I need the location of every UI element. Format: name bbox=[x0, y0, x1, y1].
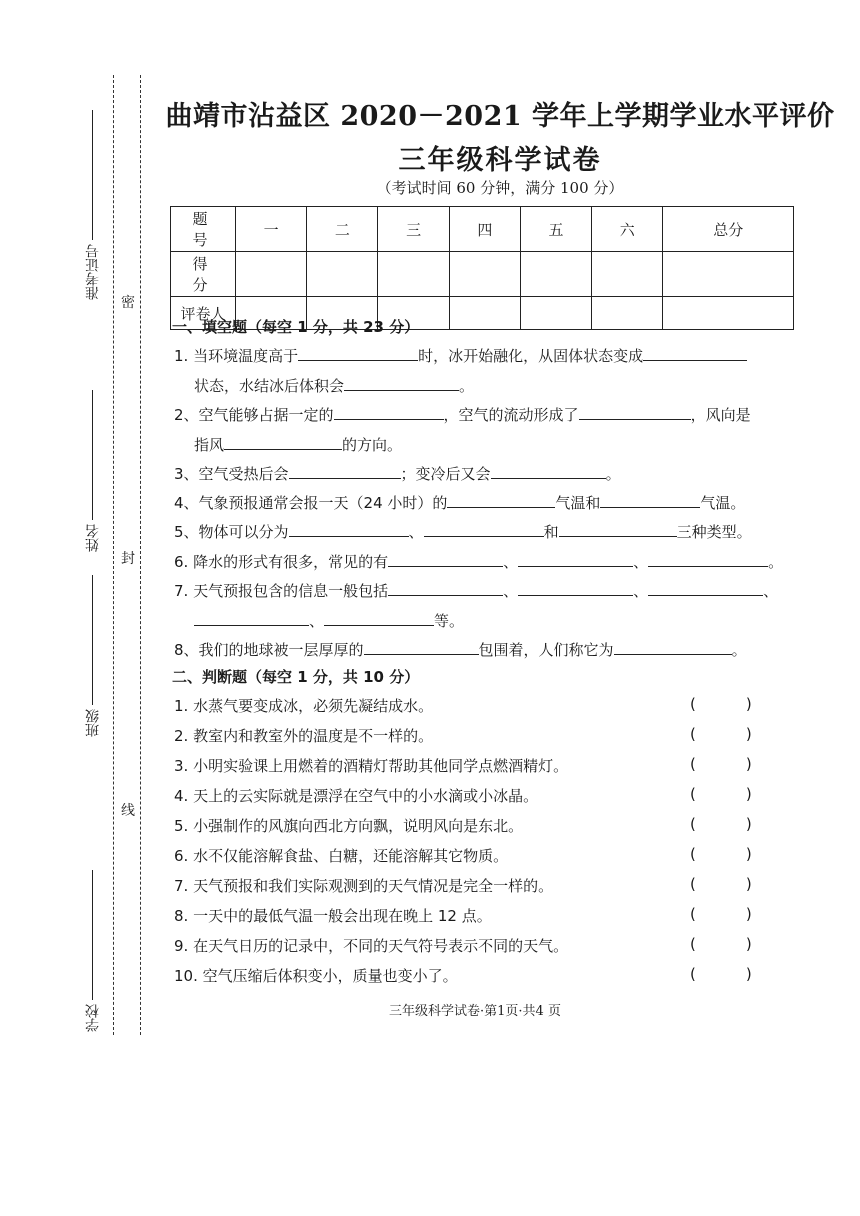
field-exam-id[interactable] bbox=[78, 110, 108, 300]
header-cell: 三 bbox=[378, 207, 449, 252]
paren-open: ( bbox=[690, 845, 696, 863]
score-cell[interactable] bbox=[520, 252, 591, 297]
judge-item-4: 4. 天上的云实际就是漂浮在空气中的小水滴或小冰晶。 bbox=[174, 787, 539, 805]
score-cell[interactable] bbox=[449, 252, 520, 297]
question-text: 8、我们的地球被一层厚厚的 bbox=[174, 641, 364, 659]
paren-open: ( bbox=[690, 815, 696, 833]
field-school[interactable] bbox=[78, 870, 108, 1032]
answer-blank[interactable] bbox=[364, 640, 479, 655]
answer-blank[interactable] bbox=[424, 522, 544, 537]
question-text: 1. 当环境温度高于 bbox=[174, 347, 299, 365]
exam-title: 曲靖市沾益区 2020－2021 学年上学期学业水平评价 bbox=[165, 101, 835, 132]
question-text: 2、空气能够占据一定的 bbox=[174, 406, 334, 424]
grader-cell[interactable] bbox=[449, 297, 520, 330]
question-text: ，空气的流动形成了 bbox=[443, 406, 579, 424]
answer-parens[interactable] bbox=[690, 695, 752, 713]
question-text: 5、物体可以分为 bbox=[174, 523, 289, 541]
exam-note: （考试时间 60 分钟，满分 100 分） bbox=[376, 179, 624, 197]
question-text: 和 bbox=[543, 523, 559, 541]
answer-blank[interactable] bbox=[614, 640, 732, 655]
answer-blank[interactable] bbox=[388, 552, 503, 567]
question-text: 7. 天气预报包含的信息一般包括 bbox=[174, 582, 389, 600]
answer-parens[interactable] bbox=[690, 965, 752, 983]
answer-blank[interactable] bbox=[600, 493, 700, 508]
answer-blank[interactable] bbox=[298, 346, 418, 361]
field-line bbox=[93, 390, 94, 520]
question-text: 指风 bbox=[194, 436, 225, 454]
field-line bbox=[93, 575, 94, 705]
answer-parens[interactable] bbox=[690, 725, 752, 743]
answer-blank[interactable] bbox=[491, 464, 606, 479]
question-text: ，风向是 bbox=[690, 406, 751, 424]
question-text: 、 bbox=[633, 553, 649, 571]
answer-parens[interactable] bbox=[690, 935, 752, 953]
dashed-cut-line bbox=[140, 75, 141, 1035]
seal-char-xian: 线 bbox=[121, 803, 135, 819]
paren-close: ) bbox=[745, 785, 752, 803]
paren-close: ) bbox=[745, 695, 752, 713]
score-cell[interactable] bbox=[307, 252, 378, 297]
judge-item-6: 6. 水不仅能溶解食盐、白糖，还能溶解其它物质。 bbox=[174, 847, 509, 865]
judge-item-7: 7. 天气预报和我们实际观测到的天气情况是完全一样的。 bbox=[174, 877, 554, 895]
question-7 bbox=[174, 580, 778, 601]
answer-blank[interactable] bbox=[388, 581, 503, 596]
judge-item-8: 8. 一天中的最低气温一般会出现在晚上 12 点。 bbox=[174, 907, 492, 925]
field-label: 学校 bbox=[85, 1004, 101, 1032]
question-text: 状态，水结冰后体积会 bbox=[194, 377, 345, 395]
answer-blank[interactable] bbox=[447, 493, 555, 508]
field-label: 准考证号 bbox=[85, 244, 101, 300]
paren-close: ) bbox=[745, 845, 752, 863]
answer-blank[interactable] bbox=[579, 405, 691, 420]
question-text: 三种类型。 bbox=[676, 523, 752, 541]
header-cell: 题 号 bbox=[171, 207, 236, 252]
paren-close: ) bbox=[745, 875, 752, 893]
header-cell: 四 bbox=[449, 207, 520, 252]
score-table bbox=[170, 206, 794, 330]
judge-item-5: 5. 小强制作的风旗向西北方向飘，说明风向是东北。 bbox=[174, 817, 524, 835]
header-cell: 六 bbox=[592, 207, 663, 252]
field-class[interactable] bbox=[78, 575, 108, 737]
question-text: 4、气象预报通常会报一天（24 小时）的 bbox=[174, 494, 448, 512]
seal-char-feng: 封 bbox=[121, 551, 135, 567]
field-name[interactable] bbox=[78, 390, 108, 552]
answer-parens[interactable] bbox=[690, 905, 752, 923]
answer-blank[interactable] bbox=[648, 581, 763, 596]
paren-close: ) bbox=[745, 905, 752, 923]
paren-open: ( bbox=[690, 695, 696, 713]
paren-open: ( bbox=[690, 905, 696, 923]
paren-close: ) bbox=[745, 815, 752, 833]
field-label: 姓名 bbox=[85, 524, 101, 552]
answer-blank[interactable] bbox=[643, 346, 747, 361]
question-5 bbox=[174, 521, 752, 542]
score-row bbox=[171, 252, 794, 297]
grader-cell[interactable] bbox=[663, 297, 794, 330]
answer-blank[interactable] bbox=[559, 522, 677, 537]
question-7-cont bbox=[194, 610, 464, 631]
judge-item-1: 1. 水蒸气要变成冰，必须先凝结成水。 bbox=[174, 697, 434, 715]
question-text: 、 bbox=[633, 582, 649, 600]
question-text: 时，冰开始融化，从固体状态变成 bbox=[418, 347, 644, 365]
question-1 bbox=[174, 345, 747, 366]
section-heading-fill: 一、填空题（每空 1 分，共 23 分） bbox=[172, 318, 420, 336]
seal-char-mi: 密 bbox=[121, 295, 135, 311]
question-text: 的方向。 bbox=[342, 436, 403, 454]
question-text: 包围着，人们称它为 bbox=[478, 641, 614, 659]
exam-subtitle: 三年级科学试卷 bbox=[398, 145, 602, 176]
header-cell: 二 bbox=[307, 207, 378, 252]
paren-close: ) bbox=[745, 755, 752, 773]
paren-open: ( bbox=[690, 725, 696, 743]
paren-close: ) bbox=[745, 725, 752, 743]
question-text: 。 bbox=[459, 377, 475, 395]
judge-item-3: 3. 小明实验课上用燃着的酒精灯帮助其他同学点燃酒精灯。 bbox=[174, 757, 569, 775]
question-text: 、 bbox=[408, 523, 424, 541]
answer-blank[interactable] bbox=[518, 581, 633, 596]
question-text: 。 bbox=[768, 553, 784, 571]
judge-item-2: 2. 教室内和教室外的温度是不一样的。 bbox=[174, 727, 434, 745]
question-text: 气温。 bbox=[700, 494, 746, 512]
paren-close: ) bbox=[745, 935, 752, 953]
score-cell[interactable] bbox=[663, 252, 794, 297]
grader-cell[interactable] bbox=[592, 297, 663, 330]
answer-blank[interactable] bbox=[648, 552, 768, 567]
question-2 bbox=[174, 404, 751, 425]
question-6 bbox=[174, 551, 783, 572]
answer-blank[interactable] bbox=[289, 464, 401, 479]
answer-blank[interactable] bbox=[334, 405, 444, 420]
header-cell: 一 bbox=[236, 207, 307, 252]
answer-blank[interactable] bbox=[324, 611, 434, 626]
question-text: 等。 bbox=[434, 612, 465, 630]
paren-open: ( bbox=[690, 935, 696, 953]
answer-parens[interactable] bbox=[690, 875, 752, 893]
question-text: 、 bbox=[763, 582, 779, 600]
question-text: ；变冷后又会 bbox=[400, 465, 491, 483]
header-cell: 五 bbox=[520, 207, 591, 252]
answer-parens[interactable] bbox=[690, 845, 752, 863]
answer-parens[interactable] bbox=[690, 755, 752, 773]
question-text: 6. 降水的形式有很多，常见的有 bbox=[174, 553, 389, 571]
section-heading-judge: 二、判断题（每空 1 分，共 10 分） bbox=[172, 668, 420, 686]
question-text: 气温和 bbox=[555, 494, 601, 512]
answer-parens[interactable] bbox=[690, 815, 752, 833]
answer-blank[interactable] bbox=[194, 611, 309, 626]
dashed-cut-line bbox=[113, 75, 114, 1035]
field-line bbox=[93, 110, 94, 240]
question-2-cont bbox=[194, 434, 402, 455]
score-cell[interactable] bbox=[236, 252, 307, 297]
paren-close: ) bbox=[745, 965, 752, 983]
question-text: 。 bbox=[605, 465, 621, 483]
paren-open: ( bbox=[690, 785, 696, 803]
grader-cell[interactable] bbox=[520, 297, 591, 330]
score-cell[interactable] bbox=[378, 252, 449, 297]
question-8 bbox=[174, 639, 747, 660]
field-line bbox=[93, 870, 94, 1000]
row-label: 得 分 bbox=[171, 252, 236, 297]
answer-blank[interactable] bbox=[224, 435, 342, 450]
question-4 bbox=[174, 492, 745, 513]
question-text: 3、空气受热后会 bbox=[174, 465, 289, 483]
answer-parens[interactable] bbox=[690, 785, 752, 803]
paren-open: ( bbox=[690, 755, 696, 773]
question-text: 。 bbox=[731, 641, 747, 659]
header-cell: 总分 bbox=[663, 207, 794, 252]
judge-item-9: 9. 在天气日历的记录中，不同的天气符号表示不同的天气。 bbox=[174, 937, 569, 955]
paren-open: ( bbox=[690, 875, 696, 893]
question-1-cont bbox=[194, 375, 474, 396]
score-cell[interactable] bbox=[592, 252, 663, 297]
answer-blank[interactable] bbox=[344, 376, 459, 391]
answer-blank[interactable] bbox=[518, 552, 633, 567]
row-label: 评卷人 bbox=[171, 297, 236, 330]
judge-item-10: 10. 空气压缩后体积变小，质量也变小了。 bbox=[174, 967, 458, 985]
score-table-header bbox=[171, 207, 794, 252]
page-footer: 三年级科学试卷·第1页·共4 页 bbox=[389, 1004, 561, 1019]
question-text: 、 bbox=[503, 553, 519, 571]
paren-open: ( bbox=[690, 965, 696, 983]
field-label: 班级 bbox=[85, 709, 101, 737]
question-3 bbox=[174, 463, 621, 484]
question-text: 、 bbox=[309, 612, 325, 630]
question-text: 、 bbox=[503, 582, 519, 600]
answer-blank[interactable] bbox=[289, 522, 409, 537]
